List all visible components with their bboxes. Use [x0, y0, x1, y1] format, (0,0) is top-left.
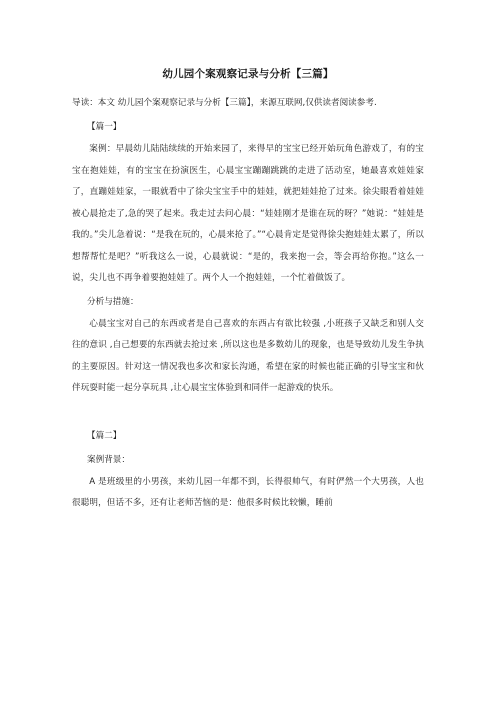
section1-heading: 【篇一】: [87, 122, 122, 132]
analysis-label: 分析与措施：: [87, 296, 139, 307]
analysis1-paragraph: 心晨宝宝对自己的东西或者是自己喜欢的东西占有欲比较强 ,小班孩子又缺乏和别人交往的意识 ,自己想要的东西就去抢过来 ,所以这也是多数幼儿的现象，也是导致幼儿发生争执的主要原因。针对这一情况我也多次和家长沟通，希望在家的时候也能正确的引导宝宝和伙伴玩耍时能一起分享玩具 ,让心晨宝宝体验到和同伴一起游戏的快乐。: [72, 318, 424, 393]
document-title: 幼儿园个案观察记录与分析【三篇】: [162, 68, 334, 80]
background-label: 案例背景：: [87, 454, 130, 465]
guide-text: 导读：本文 幼儿园个案观察记录与分析【三篇】，来源互联网,仅供读者阅读参考.: [72, 98, 377, 108]
case1-paragraph: 案例：早晨幼儿陆陆续续的开始来园了，来得早的宝宝已经开始玩角色游戏了，有的宝宝在抱娃娃，有的宝宝在扮演医生，心晨宝宝蹦蹦跳跳的走进了活动室，她最喜欢娃娃家了，直蹦娃娃家，一眼就看中了徐尖宝宝手中的娃娃，就把娃娃抢了过来。徐尖眼看着娃娃被心晨抢走了,急的哭了起来。我走过去问心晨：“娃娃刚才是谁在玩的呀？”她说：“娃娃是我的。”尖儿急着说：“是我在玩的，心晨来抢了。”“心晨肯定是觉得徐尖抱娃娃太累了，所以想帮帮忙是吧？”听我这么一说，心晨就说：“是的，我来抱一会，等会再给你抱。”这么一说，尖儿也不再争着要抱娃娃了。两个人一个抱娃娃，一个忙着做饭了。: [72, 144, 424, 283]
section-spacer: [72, 400, 424, 424]
case2-paragraph: A 是班级里的小男孩，来幼儿园一年都不到，长得很帅气，有时俨然一个大男孩，人也很聪明，但话不多，还有让老师苦恼的是：他很多时候比较懒，睡前: [72, 476, 424, 508]
section2-heading: 【篇二】: [87, 430, 122, 441]
